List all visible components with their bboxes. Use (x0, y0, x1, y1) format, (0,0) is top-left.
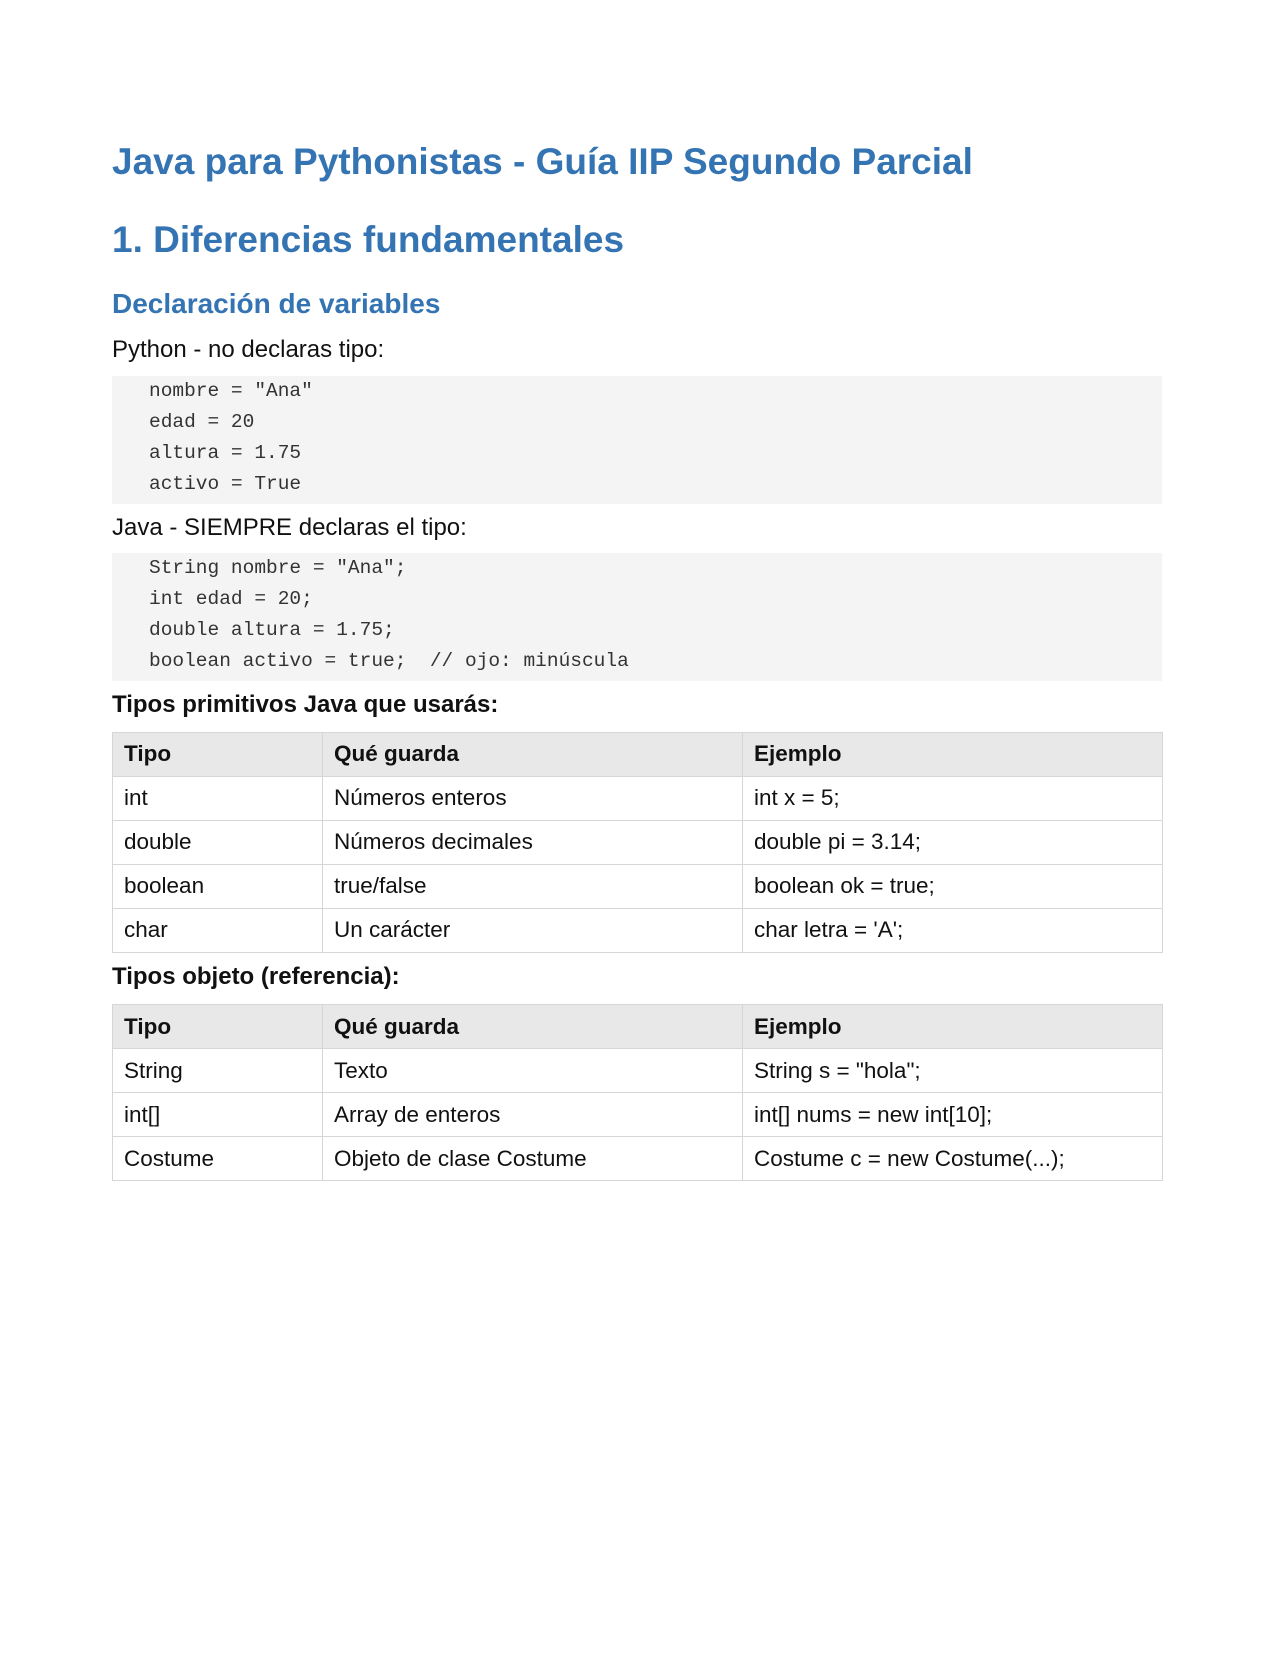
table-header-row (113, 1005, 1163, 1049)
table-cell: char (113, 908, 323, 952)
objects-table (112, 1004, 1163, 1181)
table-row (113, 1093, 1163, 1137)
table-cell: Texto (323, 1049, 743, 1093)
objects-label: Tipos objeto (referencia): (112, 962, 400, 990)
code-line: int edad = 20; (149, 587, 313, 610)
table-row (113, 908, 1163, 952)
subsection-heading: Declaración de variables (112, 287, 441, 319)
column-header-que-guarda: Qué guarda (323, 732, 743, 776)
python-intro-text: Python - no declaras tipo: (112, 336, 385, 364)
table-cell: Costume (113, 1137, 323, 1181)
table-cell: double pi = 3.14; (743, 820, 1163, 864)
code-line: nombre = "Ana" (149, 379, 313, 402)
column-header-ejemplo: Ejemplo (743, 732, 1163, 776)
code-line: boolean activo = true; // ojo: minúscula (149, 649, 629, 672)
table-cell: Costume c = new Costume(...); (743, 1137, 1163, 1181)
table-cell: int (113, 776, 323, 820)
java-code-block (112, 553, 1162, 681)
column-header-ejemplo: Ejemplo (743, 1005, 1163, 1049)
table-row (113, 820, 1163, 864)
column-header-que-guarda: Qué guarda (323, 1005, 743, 1049)
document-page (112, 140, 1162, 1181)
table-row (113, 864, 1163, 908)
table-cell: int[] nums = new int[10]; (743, 1093, 1163, 1137)
table-cell: true/false (323, 864, 743, 908)
table-row (113, 1137, 1163, 1181)
table-cell: String (113, 1049, 323, 1093)
code-line: activo = True (149, 472, 302, 495)
table-cell: boolean (113, 864, 323, 908)
code-line: String nombre = "Ana"; (149, 556, 407, 579)
python-code-block (112, 376, 1162, 504)
java-intro-text: Java - SIEMPRE declaras el tipo: (112, 513, 467, 541)
table-cell: double (113, 820, 323, 864)
code-line: altura = 1.75 (149, 441, 302, 464)
table-cell: Array de enteros (323, 1093, 743, 1137)
table-cell: int[] (113, 1093, 323, 1137)
section-heading: 1. Diferencias fundamentales (112, 219, 625, 261)
document-title: Java para Pythonistas - Guía IIP Segundo Parcial (112, 141, 973, 182)
column-header-tipo: Tipo (113, 732, 323, 776)
column-header-tipo: Tipo (113, 1005, 323, 1049)
table-cell: int x = 5; (743, 776, 1163, 820)
table-cell: boolean ok = true; (743, 864, 1163, 908)
table-cell: String s = "hola"; (743, 1049, 1163, 1093)
table-cell: Números decimales (323, 820, 743, 864)
primitives-table (112, 732, 1163, 953)
table-header-row (113, 732, 1163, 776)
table-cell: Objeto de clase Costume (323, 1137, 743, 1181)
table-cell: Un carácter (323, 908, 743, 952)
table-cell: Números enteros (323, 776, 743, 820)
table-row (113, 776, 1163, 820)
table-cell: char letra = 'A'; (743, 908, 1163, 952)
table-row (113, 1049, 1163, 1093)
code-line: edad = 20 (149, 410, 255, 433)
code-line: double altura = 1.75; (149, 618, 395, 641)
primitives-label: Tipos primitivos Java que usarás: (112, 690, 499, 718)
